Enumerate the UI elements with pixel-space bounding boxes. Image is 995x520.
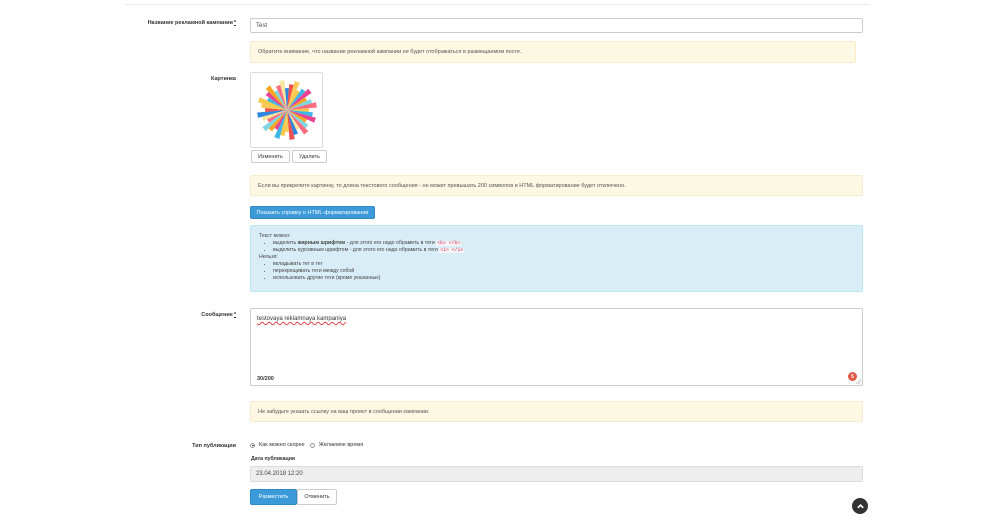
can-list: [259, 240, 854, 254]
publication-date-label: Дата публикации: [251, 456, 296, 462]
top-divider: [125, 4, 870, 5]
scroll-to-top-button[interactable]: [852, 498, 868, 514]
message-label: Сообщение*: [201, 312, 236, 318]
spellcheck-badge[interactable]: 5: [848, 372, 857, 381]
list-item: • перекрещивать теги между собой: [273, 268, 854, 275]
cancel-button[interactable]: Отменить: [297, 489, 337, 505]
submit-button[interactable]: Разместить: [250, 489, 297, 505]
list-item: • выделить жирным шрифтом - для этого его надо обрамить в теги <b> </b>: [273, 240, 854, 247]
cannot-list: [259, 261, 854, 282]
starburst-image: [257, 77, 317, 143]
campaign-name-value: Test: [256, 22, 268, 29]
resize-handle-icon[interactable]: [856, 379, 861, 384]
radio-desired-time-label[interactable]: Желаемое время: [318, 442, 364, 448]
publication-date-value: 23.04.2018 12:20: [256, 471, 303, 477]
list-item: • использовать другие теги (кроме указанных): [273, 275, 854, 282]
publication-type-options: [250, 442, 363, 448]
list-item: • вкладывать тег в тег: [273, 261, 854, 268]
image-label: Картинка: [211, 76, 236, 82]
message-text: testovaya reklamnaya kampaniya: [257, 316, 347, 322]
radio-desired-time[interactable]: [310, 443, 315, 448]
image-warning: Если вы прикрепите картинку, то длина текстового сообщения - не может превышать 200 символов и HTML форматирование будет отключено.: [250, 175, 863, 196]
radio-asap-label[interactable]: Как можно скорее: [259, 442, 305, 448]
cannot-title: Нельзя:: [259, 254, 278, 260]
delete-image-button[interactable]: Удалить: [292, 150, 327, 163]
can-title: Текст можно:: [259, 233, 291, 239]
change-image-button[interactable]: Изменить: [251, 150, 290, 163]
link-reminder: Не забудьте указать ссылку на ваш проект в сообщении кампании.: [250, 401, 863, 422]
campaign-name-input[interactable]: [250, 18, 863, 33]
html-help-panel: [250, 225, 863, 292]
publication-type-label: Тип публикации: [192, 443, 236, 449]
char-counter: 30/200: [257, 376, 274, 382]
campaign-name-label: Название рекламной кампании*: [147, 20, 236, 26]
image-thumbnail: [250, 72, 323, 148]
campaign-name-note: Обратите внимание, что название рекламной кампании не будет отображаться в размещаемом посте.: [250, 41, 856, 63]
list-item: • выделить курсивным шрифтом - для этого его надо обрамить в теги <i> </i>: [273, 247, 854, 254]
publication-date-field[interactable]: [250, 466, 863, 482]
show-html-help-button[interactable]: Показать справку о HTML-форматировании: [250, 206, 375, 219]
message-textarea[interactable]: [250, 308, 863, 386]
chevron-up-icon: [856, 502, 865, 511]
radio-asap[interactable]: [250, 443, 255, 448]
